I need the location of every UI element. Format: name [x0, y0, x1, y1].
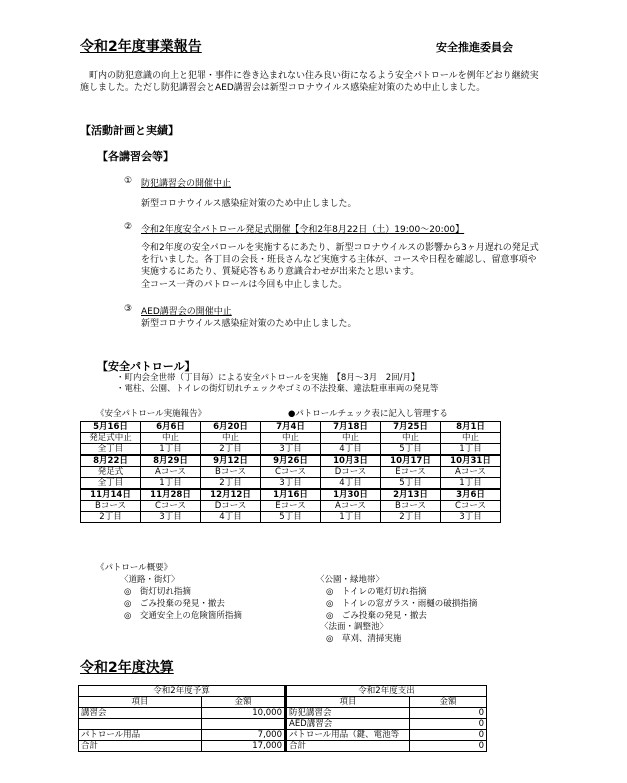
road-group-title: 〈道路・街灯〉 [120, 575, 180, 585]
schedule-course: Cコース [141, 501, 201, 512]
item-1-number: ① [124, 176, 133, 186]
road-item: ◎ 交通安全上の危険箇所指摘 [124, 611, 242, 621]
schedule-area: 5丁目 [381, 444, 441, 456]
schedule-area: 3丁目 [141, 512, 201, 523]
patrol-schedule-table [80, 421, 501, 523]
schedule-area: 3丁目 [441, 512, 501, 523]
overview-label: 《パトロール概要》 [96, 563, 173, 573]
income-amount: 7,000 [202, 730, 286, 741]
income-header: 令和2年度予算 [79, 686, 286, 697]
schedule-date: 10月31日 [441, 455, 501, 467]
income-item: パトロール用品 [79, 730, 202, 741]
item-2-title: 令和2年度安全パトロール発足式開催【令和2年8月22日（土）19:00～20:00】 [141, 225, 465, 235]
schedule-area: 1丁目 [441, 478, 501, 490]
schedule-course: Bコース [81, 501, 141, 512]
item-3-number: ③ [124, 304, 133, 314]
schedule-date: 7月25日 [381, 422, 441, 433]
schedule-area: 5丁目 [261, 512, 321, 523]
schedule-date: 10月3日 [321, 455, 381, 467]
schedule-date: 8月29日 [141, 455, 201, 467]
schedule-course: 中止 [321, 433, 381, 444]
schedule-date: 2月13日 [381, 489, 441, 501]
schedule-course: Dコース [321, 467, 381, 478]
schedule-course: Cコース [441, 501, 501, 512]
schedule-date: 6月6日 [141, 422, 201, 433]
schedule-area: 1丁目 [141, 444, 201, 456]
income-total-label: 合計 [79, 741, 202, 752]
schedule-area: 3丁目 [261, 444, 321, 456]
committee-name: 安全推進委員会 [436, 41, 513, 54]
budget-heading: 令和2年度決算 [80, 660, 174, 676]
income-total-amount: 17,000 [202, 741, 286, 752]
schedule-date: 5月16日 [81, 422, 141, 433]
expense-col-item: 項目 [287, 697, 410, 708]
road-item: ◎ 街灯切れ指摘 [124, 587, 191, 597]
expense-amount: 0 [410, 730, 487, 741]
schedule-area: 4丁目 [321, 478, 381, 490]
income-col-item: 項目 [79, 697, 202, 708]
item-1-body: 新型コロナウイルス感染症対策のため中止しました。 [141, 199, 357, 209]
intro-paragraph: 町内の防犯意識の向上と犯罪・事件に巻き込まれない住み良い街になるよう安全パトロールを例年どおり継続実施しました。ただし防犯講習会とAED講習会は新型コロナウイルス感染症対策のため中止しました。 [80, 71, 539, 93]
schedule-course: Aコース [141, 467, 201, 478]
item-3-title: AED講習会の開催中止 [141, 307, 232, 317]
schedule-course: Aコース [321, 501, 381, 512]
income-amount [202, 719, 286, 730]
income-amount: 10,000 [202, 708, 286, 719]
schedule-course: Eコース [381, 467, 441, 478]
schedule-date: 1月16日 [261, 489, 321, 501]
schedule-area: 3丁目 [261, 478, 321, 490]
patrol-line-2: ・電柱、公園、トイレの街灯切れチェックやゴミの不法投棄、違法駐車車両の発見等 [116, 384, 439, 394]
schedule-date: 9月26日 [261, 455, 321, 467]
schedule-area: 2丁目 [201, 444, 261, 456]
schedule-date: 6月20日 [201, 422, 261, 433]
schedule-course: Aコース [441, 467, 501, 478]
page-title: 令和2年度事業報告 [80, 39, 202, 55]
park-item: ◎ トイレの窓ガラス・雨樋の破損指摘 [326, 599, 478, 609]
schedule-area: 4丁目 [201, 512, 261, 523]
schedule-area: 1丁目 [441, 444, 501, 456]
activity-heading: 【活動計画と実績】 [80, 124, 179, 137]
park-item: ◎ ごみ投棄の発見・撤去 [326, 611, 427, 621]
schedule-course: 発足式 [81, 467, 141, 478]
expense-item: AED講習会 [287, 719, 410, 730]
road-item: ◎ ごみ投棄の発見・撤去 [124, 599, 225, 609]
schedule-course: Bコース [381, 501, 441, 512]
park-item: ◎ トイレの電灯切れ指摘 [326, 587, 427, 597]
schedule-course: 中止 [201, 433, 261, 444]
lectures-heading: 【各講習会等】 [97, 150, 174, 163]
schedule-date: 3月6日 [441, 489, 501, 501]
expense-total-label: 合計 [287, 741, 410, 752]
patrol-heading: 【安全パトロール】 [97, 360, 196, 373]
schedule-date: 8月1日 [441, 422, 501, 433]
expense-col-amount: 金額 [410, 697, 487, 708]
schedule-date: 12月12日 [201, 489, 261, 501]
expense-item: パトロール用品（鍵、電池等 [287, 730, 410, 741]
schedule-date: 1月30日 [321, 489, 381, 501]
slope-item: ◎ 草刈、清掃実施 [326, 634, 402, 644]
income-item: 講習会 [79, 708, 202, 719]
schedule-area: 1丁目 [321, 512, 381, 523]
patrol-report-note: ●パトロールチェック表に記入し管理する [288, 409, 448, 419]
schedule-course: 中止 [381, 433, 441, 444]
schedule-area: 全丁目 [81, 478, 141, 490]
schedule-course: Eコース [261, 501, 321, 512]
schedule-date: 9月12日 [201, 455, 261, 467]
item-1-title: 防犯講習会の開催中止 [141, 179, 232, 189]
park-group-title: 〈公園・緑地帯〉 [316, 575, 385, 585]
patrol-report-label: 《安全パトロール実施報告》 [96, 409, 207, 419]
expense-amount: 0 [410, 719, 487, 730]
expense-amount: 0 [410, 708, 487, 719]
patrol-line-1: ・町内会全世帯（丁目毎）による安全パトロールを実施 【8月～3月 2回/月】 [116, 373, 420, 383]
income-item [79, 719, 202, 730]
income-col-amount: 金額 [202, 697, 286, 708]
schedule-date: 7月4日 [261, 422, 321, 433]
item-2-body2: 全コース一斉のパトロールは今回も中止しました。 [141, 280, 348, 290]
schedule-date: 11月28日 [141, 489, 201, 501]
schedule-area: 1丁目 [141, 478, 201, 490]
schedule-date: 11月14日 [81, 489, 141, 501]
schedule-date: 8月22日 [81, 455, 141, 467]
expense-header: 令和2年度支出 [287, 686, 487, 697]
item-3-body: 新型コロナウイルス感染症対策のため中止しました。 [141, 319, 357, 329]
item-2-number: ② [124, 222, 133, 232]
expense-total-amount: 0 [410, 741, 487, 752]
schedule-course: Cコース [261, 467, 321, 478]
budget-table [78, 685, 487, 752]
schedule-area: 全丁目 [81, 444, 141, 456]
schedule-course: 発足式中止 [81, 433, 141, 444]
schedule-date: 10月17日 [381, 455, 441, 467]
expense-item: 防犯講習会 [287, 708, 410, 719]
schedule-area: 4丁目 [321, 444, 381, 456]
schedule-area: 5丁目 [381, 478, 441, 490]
schedule-course: Dコース [201, 501, 261, 512]
schedule-course: 中止 [141, 433, 201, 444]
schedule-course: 中止 [441, 433, 501, 444]
schedule-area: 2丁目 [81, 512, 141, 523]
slope-group-title: 〈法面・調整池〉 [320, 622, 389, 632]
schedule-course: Bコース [201, 467, 261, 478]
schedule-area: 2丁目 [201, 478, 261, 490]
schedule-date: 7月18日 [321, 422, 381, 433]
item-2-body: 令和2年度の安全パロールを実施するにあたり、新型コロナウイルスの影響から3ヶ月遅れの発足式を行いました。各丁目の会長・班長さんなど実施する主体が、コースや日程を確認し、留意事項や実施するにあたり、質疑応答もあり意識合わせが出来たと思います。 [141, 243, 539, 277]
schedule-course: 中止 [261, 433, 321, 444]
schedule-area: 2丁目 [381, 512, 441, 523]
